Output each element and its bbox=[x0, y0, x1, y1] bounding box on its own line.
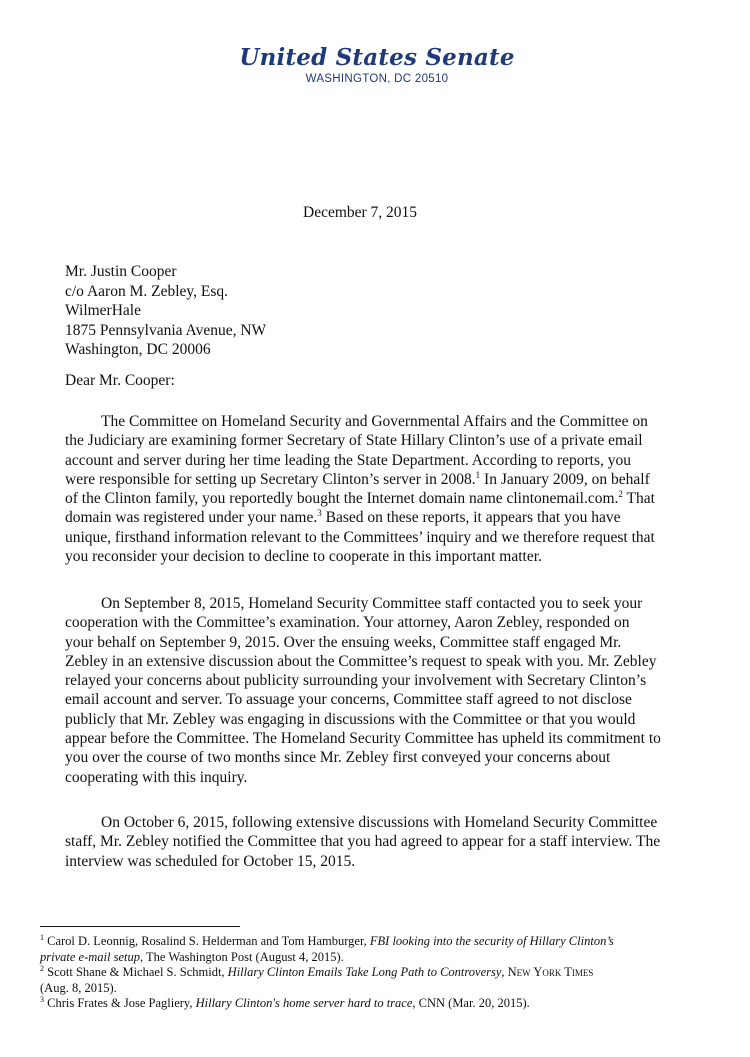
text-segment: Carol D. Leonnig, Rosalind S. Helderman and Tom Hamburger, bbox=[44, 934, 370, 948]
address-line: Washington, DC 20006 bbox=[65, 341, 211, 358]
citation-title: private e-mail setup bbox=[40, 949, 140, 964]
salutation: Dear Mr. Cooper: bbox=[65, 372, 175, 389]
text-segment: Based on these reports, it appears that you have bbox=[321, 509, 621, 527]
footnote-ref: 2 bbox=[618, 489, 623, 500]
paragraph-line: appear before the Committee. The Homeland Security Committee has upheld its commitment to bbox=[65, 730, 661, 748]
text-segment: , The Washington Post (August 4, 2015). bbox=[139, 949, 344, 964]
letter-date: December 7, 2015 bbox=[303, 204, 418, 221]
text-segment: Chris Frates & Jose Pagliery, bbox=[44, 996, 196, 1010]
text-segment: , New York Times bbox=[501, 965, 594, 979]
paragraph-line: relayed your concerns about publicity surrounding your involvement with Secretary Clinton’s bbox=[65, 672, 647, 690]
paragraph-line: The Committee on Homeland Security and Governmental Affairs and the Committee on bbox=[101, 413, 648, 430]
paragraph-line: unique, firsthand information relevant to the Committees’ inquiry and we therefore request that bbox=[65, 528, 655, 546]
paragraph-line: cooperating with this inquiry. bbox=[65, 768, 248, 786]
footnote-1 bbox=[40, 934, 710, 950]
paragraph-line: email account and server. To assuage your concerns, Committee staff agreed to not disclose bbox=[65, 691, 632, 709]
paragraph-line: On October 6, 2015, following extensive discussions with Homeland Security Committee bbox=[101, 814, 658, 831]
paragraph-line: you over the course of two months since Mr. Zebley first conveyed your concerns about bbox=[65, 749, 611, 767]
paragraph-line bbox=[65, 508, 695, 527]
footnotes bbox=[40, 934, 710, 1012]
footnote-number: 3 bbox=[40, 994, 44, 1004]
letterhead-subtitle: WASHINGTON, DC 20510 bbox=[305, 73, 449, 85]
citation-title: FBI looking into the security of Hillary Clinton’s bbox=[369, 934, 614, 948]
footnote-3 bbox=[40, 996, 710, 1012]
text-segment: domain was registered under your name. bbox=[65, 509, 318, 527]
text-segment: Scott Shane & Michael S. Schmidt, bbox=[44, 965, 228, 979]
text-segment: were responsible for setting up Secretary Clinton’s server in 2008. bbox=[65, 470, 476, 488]
footnote-number: 1 bbox=[40, 932, 44, 942]
paragraph-line: account and server during her time leading the State Department. According to reports, you bbox=[65, 451, 631, 469]
paragraph-line bbox=[65, 489, 695, 508]
recipient-address bbox=[65, 262, 266, 360]
address-line: WilmerHale bbox=[65, 302, 141, 319]
text-segment: of the Clinton family, you reportedly bought the Internet domain name clintonemail.com. bbox=[65, 490, 619, 508]
citation-title: Hillary Clinton's home server hard to trace bbox=[195, 996, 413, 1010]
paragraph-line: your behalf on September 9, 2015. Over the ensuing weeks, Committee staff engaged Mr. bbox=[65, 633, 622, 651]
paragraph-line: publicly that Mr. Zebley was engaging in discussions with the Committee or that you would bbox=[65, 710, 636, 728]
paragraph-line: On September 8, 2015, Homeland Security Committee staff contacted you to seek your bbox=[101, 595, 643, 612]
body-paragraph-2 bbox=[65, 594, 695, 787]
paragraph-line: you reconsider your decision to decline to cooperate in this important matter. bbox=[65, 548, 542, 566]
footnote-ref: 3 bbox=[317, 508, 322, 519]
address-line: 1875 Pennsylvania Avenue, NW bbox=[65, 321, 267, 339]
letterhead-title: United States Senate bbox=[239, 44, 515, 71]
address-line: c/o Aaron M. Zebley, Esq. bbox=[65, 282, 228, 300]
footnote-ref: 1 bbox=[475, 469, 481, 480]
text-segment: That bbox=[622, 490, 655, 508]
footnote-divider bbox=[40, 926, 240, 927]
footnote-number: 2 bbox=[40, 963, 44, 973]
citation-title: Hillary Clinton Emails Take Long Path to Controversy bbox=[227, 965, 502, 979]
text-segment: , CNN (Mar. 20, 2015). bbox=[412, 996, 530, 1010]
footnote-2 bbox=[40, 965, 710, 981]
address-line: Mr. Justin Cooper bbox=[65, 263, 177, 280]
paragraph-line: Zebley in an extensive discussion about the Committee’s request to speak with you. Mr. Zebley bbox=[65, 652, 657, 670]
paragraph-line: cooperation with the Committee’s examination. Your attorney, Aaron Zebley, responded on bbox=[65, 614, 630, 632]
footnote-2-cont: (Aug. 8, 2015). bbox=[40, 980, 117, 995]
footnote-1-cont bbox=[40, 950, 710, 966]
paragraph-line bbox=[65, 470, 695, 489]
paragraph-line: staff, Mr. Zebley notified the Committee that you had agreed to appear for a staff interview. The bbox=[65, 833, 661, 851]
text-segment: In January 2009, on behalf bbox=[480, 470, 650, 488]
paragraph-line: interview was scheduled for October 15, 2015. bbox=[65, 852, 356, 870]
body-paragraph-1 bbox=[65, 412, 695, 566]
body-paragraph-3 bbox=[65, 813, 695, 871]
letterhead bbox=[212, 44, 542, 85]
paragraph-line: the Judiciary are examining former Secretary of State Hillary Clinton’s use of a private email bbox=[65, 432, 643, 450]
